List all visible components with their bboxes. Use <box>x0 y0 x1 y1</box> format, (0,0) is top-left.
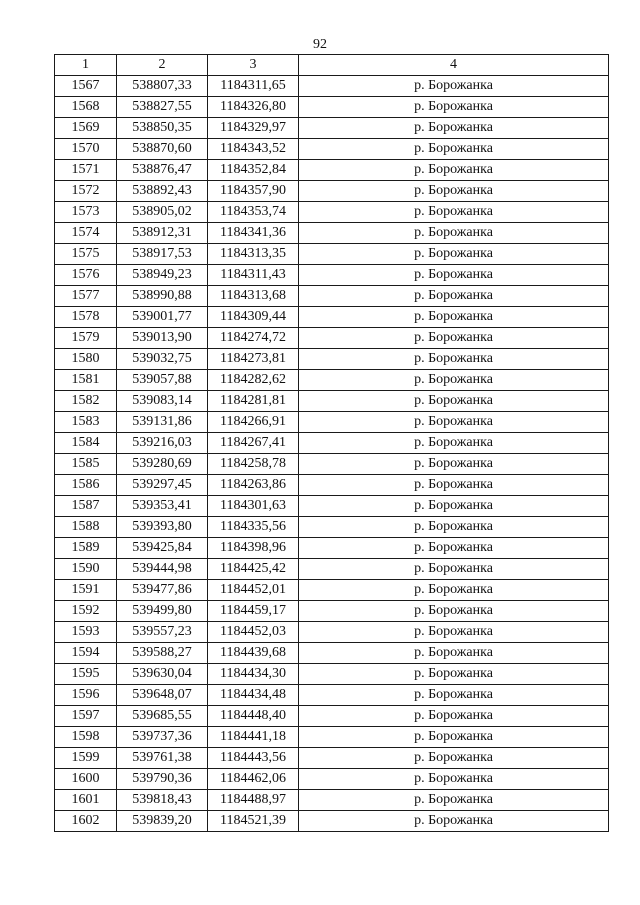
y-coordinate-cell: 1184263,86 <box>208 475 299 496</box>
point-number-cell: 1586 <box>55 475 117 496</box>
y-coordinate-cell: 1184281,81 <box>208 391 299 412</box>
point-number-cell: 1601 <box>55 790 117 811</box>
point-number-cell: 1591 <box>55 580 117 601</box>
header-col-1: 1 <box>55 55 117 76</box>
x-coordinate-cell: 539630,04 <box>117 664 208 685</box>
point-number-cell: 1577 <box>55 286 117 307</box>
table-row <box>55 811 609 832</box>
table-row <box>55 307 609 328</box>
point-number-cell: 1569 <box>55 118 117 139</box>
table-row <box>55 685 609 706</box>
point-number-cell: 1596 <box>55 685 117 706</box>
x-coordinate-cell: 539425,84 <box>117 538 208 559</box>
x-coordinate-cell: 538892,43 <box>117 181 208 202</box>
header-col-4: 4 <box>299 55 609 76</box>
x-coordinate-cell: 538827,55 <box>117 97 208 118</box>
point-number-cell: 1585 <box>55 454 117 475</box>
y-coordinate-cell: 1184329,97 <box>208 118 299 139</box>
description-cell: р. Борожанка <box>299 727 609 748</box>
x-coordinate-cell: 539393,80 <box>117 517 208 538</box>
description-cell: р. Борожанка <box>299 790 609 811</box>
x-coordinate-cell: 539001,77 <box>117 307 208 328</box>
point-number-cell: 1587 <box>55 496 117 517</box>
y-coordinate-cell: 1184398,96 <box>208 538 299 559</box>
y-coordinate-cell: 1184273,81 <box>208 349 299 370</box>
y-coordinate-cell: 1184434,30 <box>208 664 299 685</box>
y-coordinate-cell: 1184439,68 <box>208 643 299 664</box>
y-coordinate-cell: 1184462,06 <box>208 769 299 790</box>
table-row <box>55 454 609 475</box>
point-number-cell: 1598 <box>55 727 117 748</box>
table-row <box>55 244 609 265</box>
point-number-cell: 1592 <box>55 601 117 622</box>
x-coordinate-cell: 539818,43 <box>117 790 208 811</box>
description-cell: р. Борожанка <box>299 76 609 97</box>
description-cell: р. Борожанка <box>299 349 609 370</box>
table-row <box>55 496 609 517</box>
x-coordinate-cell: 539499,80 <box>117 601 208 622</box>
x-coordinate-cell: 538870,60 <box>117 139 208 160</box>
x-coordinate-cell: 538807,33 <box>117 76 208 97</box>
point-number-cell: 1568 <box>55 97 117 118</box>
x-coordinate-cell: 539588,27 <box>117 643 208 664</box>
description-cell: р. Борожанка <box>299 622 609 643</box>
table-row <box>55 517 609 538</box>
y-coordinate-cell: 1184311,43 <box>208 265 299 286</box>
description-cell: р. Борожанка <box>299 559 609 580</box>
point-number-cell: 1575 <box>55 244 117 265</box>
x-coordinate-cell: 539083,14 <box>117 391 208 412</box>
table-row <box>55 643 609 664</box>
x-coordinate-cell: 539839,20 <box>117 811 208 832</box>
point-number-cell: 1594 <box>55 643 117 664</box>
table-body <box>55 76 609 832</box>
table-row <box>55 748 609 769</box>
description-cell: р. Борожанка <box>299 307 609 328</box>
y-coordinate-cell: 1184313,68 <box>208 286 299 307</box>
y-coordinate-cell: 1184434,48 <box>208 685 299 706</box>
x-coordinate-cell: 539013,90 <box>117 328 208 349</box>
y-coordinate-cell: 1184267,41 <box>208 433 299 454</box>
y-coordinate-cell: 1184282,62 <box>208 370 299 391</box>
point-number-cell: 1589 <box>55 538 117 559</box>
x-coordinate-cell: 539032,75 <box>117 349 208 370</box>
point-number-cell: 1581 <box>55 370 117 391</box>
point-number-cell: 1582 <box>55 391 117 412</box>
y-coordinate-cell: 1184459,17 <box>208 601 299 622</box>
description-cell: р. Борожанка <box>299 391 609 412</box>
description-cell: р. Борожанка <box>299 181 609 202</box>
table-row <box>55 202 609 223</box>
description-cell: р. Борожанка <box>299 601 609 622</box>
x-coordinate-cell: 538990,88 <box>117 286 208 307</box>
description-cell: р. Борожанка <box>299 538 609 559</box>
point-number-cell: 1574 <box>55 223 117 244</box>
description-cell: р. Борожанка <box>299 139 609 160</box>
point-number-cell: 1595 <box>55 664 117 685</box>
table-row <box>55 349 609 370</box>
y-coordinate-cell: 1184341,36 <box>208 223 299 244</box>
description-cell: р. Борожанка <box>299 328 609 349</box>
x-coordinate-cell: 539353,41 <box>117 496 208 517</box>
y-coordinate-cell: 1184521,39 <box>208 811 299 832</box>
point-number-cell: 1579 <box>55 328 117 349</box>
y-coordinate-cell: 1184353,74 <box>208 202 299 223</box>
description-cell: р. Борожанка <box>299 475 609 496</box>
description-cell: р. Борожанка <box>299 160 609 181</box>
x-coordinate-cell: 538905,02 <box>117 202 208 223</box>
table-row <box>55 97 609 118</box>
description-cell: р. Борожанка <box>299 244 609 265</box>
description-cell: р. Борожанка <box>299 118 609 139</box>
page-number: 92 <box>313 37 327 52</box>
point-number-cell: 1593 <box>55 622 117 643</box>
table-row <box>55 664 609 685</box>
y-coordinate-cell: 1184313,35 <box>208 244 299 265</box>
description-cell: р. Борожанка <box>299 433 609 454</box>
point-number-cell: 1583 <box>55 412 117 433</box>
y-coordinate-cell: 1184452,01 <box>208 580 299 601</box>
table-row <box>55 622 609 643</box>
table-row <box>55 790 609 811</box>
table-row <box>55 223 609 244</box>
description-cell: р. Борожанка <box>299 454 609 475</box>
description-cell: р. Борожанка <box>299 223 609 244</box>
y-coordinate-cell: 1184258,78 <box>208 454 299 475</box>
table-row <box>55 601 609 622</box>
description-cell: р. Борожанка <box>299 748 609 769</box>
y-coordinate-cell: 1184452,03 <box>208 622 299 643</box>
y-coordinate-cell: 1184448,40 <box>208 706 299 727</box>
x-coordinate-cell: 539057,88 <box>117 370 208 391</box>
coordinates-table <box>54 54 609 832</box>
table-row <box>55 265 609 286</box>
x-coordinate-cell: 538850,35 <box>117 118 208 139</box>
x-coordinate-cell: 538912,31 <box>117 223 208 244</box>
point-number-cell: 1580 <box>55 349 117 370</box>
point-number-cell: 1570 <box>55 139 117 160</box>
table-row <box>55 475 609 496</box>
y-coordinate-cell: 1184488,97 <box>208 790 299 811</box>
point-number-cell: 1588 <box>55 517 117 538</box>
table-row <box>55 118 609 139</box>
description-cell: р. Борожанка <box>299 286 609 307</box>
table-row <box>55 433 609 454</box>
y-coordinate-cell: 1184266,91 <box>208 412 299 433</box>
y-coordinate-cell: 1184443,56 <box>208 748 299 769</box>
x-coordinate-cell: 539297,45 <box>117 475 208 496</box>
table-row <box>55 706 609 727</box>
table-row <box>55 391 609 412</box>
description-cell: р. Борожанка <box>299 580 609 601</box>
table-row <box>55 160 609 181</box>
table-row <box>55 769 609 790</box>
x-coordinate-cell: 538917,53 <box>117 244 208 265</box>
table-row <box>55 286 609 307</box>
point-number-cell: 1599 <box>55 748 117 769</box>
point-number-cell: 1597 <box>55 706 117 727</box>
x-coordinate-cell: 539557,23 <box>117 622 208 643</box>
table-row <box>55 139 609 160</box>
point-number-cell: 1578 <box>55 307 117 328</box>
table-row <box>55 76 609 97</box>
description-cell: р. Борожанка <box>299 706 609 727</box>
y-coordinate-cell: 1184301,63 <box>208 496 299 517</box>
table-row <box>55 412 609 433</box>
description-cell: р. Борожанка <box>299 202 609 223</box>
x-coordinate-cell: 538876,47 <box>117 160 208 181</box>
table-row <box>55 181 609 202</box>
point-number-cell: 1602 <box>55 811 117 832</box>
table-header <box>55 55 609 76</box>
y-coordinate-cell: 1184357,90 <box>208 181 299 202</box>
x-coordinate-cell: 539216,03 <box>117 433 208 454</box>
point-number-cell: 1584 <box>55 433 117 454</box>
y-coordinate-cell: 1184335,56 <box>208 517 299 538</box>
point-number-cell: 1600 <box>55 769 117 790</box>
y-coordinate-cell: 1184425,42 <box>208 559 299 580</box>
description-cell: р. Борожанка <box>299 496 609 517</box>
table-row <box>55 370 609 391</box>
point-number-cell: 1590 <box>55 559 117 580</box>
table-row <box>55 580 609 601</box>
y-coordinate-cell: 1184352,84 <box>208 160 299 181</box>
description-cell: р. Борожанка <box>299 97 609 118</box>
y-coordinate-cell: 1184343,52 <box>208 139 299 160</box>
table-row <box>55 727 609 748</box>
point-number-cell: 1571 <box>55 160 117 181</box>
header-row <box>55 55 609 76</box>
point-number-cell: 1567 <box>55 76 117 97</box>
description-cell: р. Борожанка <box>299 769 609 790</box>
y-coordinate-cell: 1184326,80 <box>208 97 299 118</box>
description-cell: р. Борожанка <box>299 265 609 286</box>
x-coordinate-cell: 539444,98 <box>117 559 208 580</box>
table-row <box>55 328 609 349</box>
description-cell: р. Борожанка <box>299 370 609 391</box>
y-coordinate-cell: 1184311,65 <box>208 76 299 97</box>
x-coordinate-cell: 539790,36 <box>117 769 208 790</box>
x-coordinate-cell: 538949,23 <box>117 265 208 286</box>
x-coordinate-cell: 539761,38 <box>117 748 208 769</box>
header-col-2: 2 <box>117 55 208 76</box>
point-number-cell: 1572 <box>55 181 117 202</box>
x-coordinate-cell: 539737,36 <box>117 727 208 748</box>
point-number-cell: 1576 <box>55 265 117 286</box>
description-cell: р. Борожанка <box>299 517 609 538</box>
y-coordinate-cell: 1184441,18 <box>208 727 299 748</box>
table-row <box>55 559 609 580</box>
x-coordinate-cell: 539131,86 <box>117 412 208 433</box>
x-coordinate-cell: 539648,07 <box>117 685 208 706</box>
y-coordinate-cell: 1184274,72 <box>208 328 299 349</box>
description-cell: р. Борожанка <box>299 664 609 685</box>
description-cell: р. Борожанка <box>299 643 609 664</box>
description-cell: р. Борожанка <box>299 685 609 706</box>
point-number-cell: 1573 <box>55 202 117 223</box>
description-cell: р. Борожанка <box>299 412 609 433</box>
x-coordinate-cell: 539280,69 <box>117 454 208 475</box>
x-coordinate-cell: 539477,86 <box>117 580 208 601</box>
description-cell: р. Борожанка <box>299 811 609 832</box>
y-coordinate-cell: 1184309,44 <box>208 307 299 328</box>
x-coordinate-cell: 539685,55 <box>117 706 208 727</box>
header-col-3: 3 <box>208 55 299 76</box>
table-row <box>55 538 609 559</box>
